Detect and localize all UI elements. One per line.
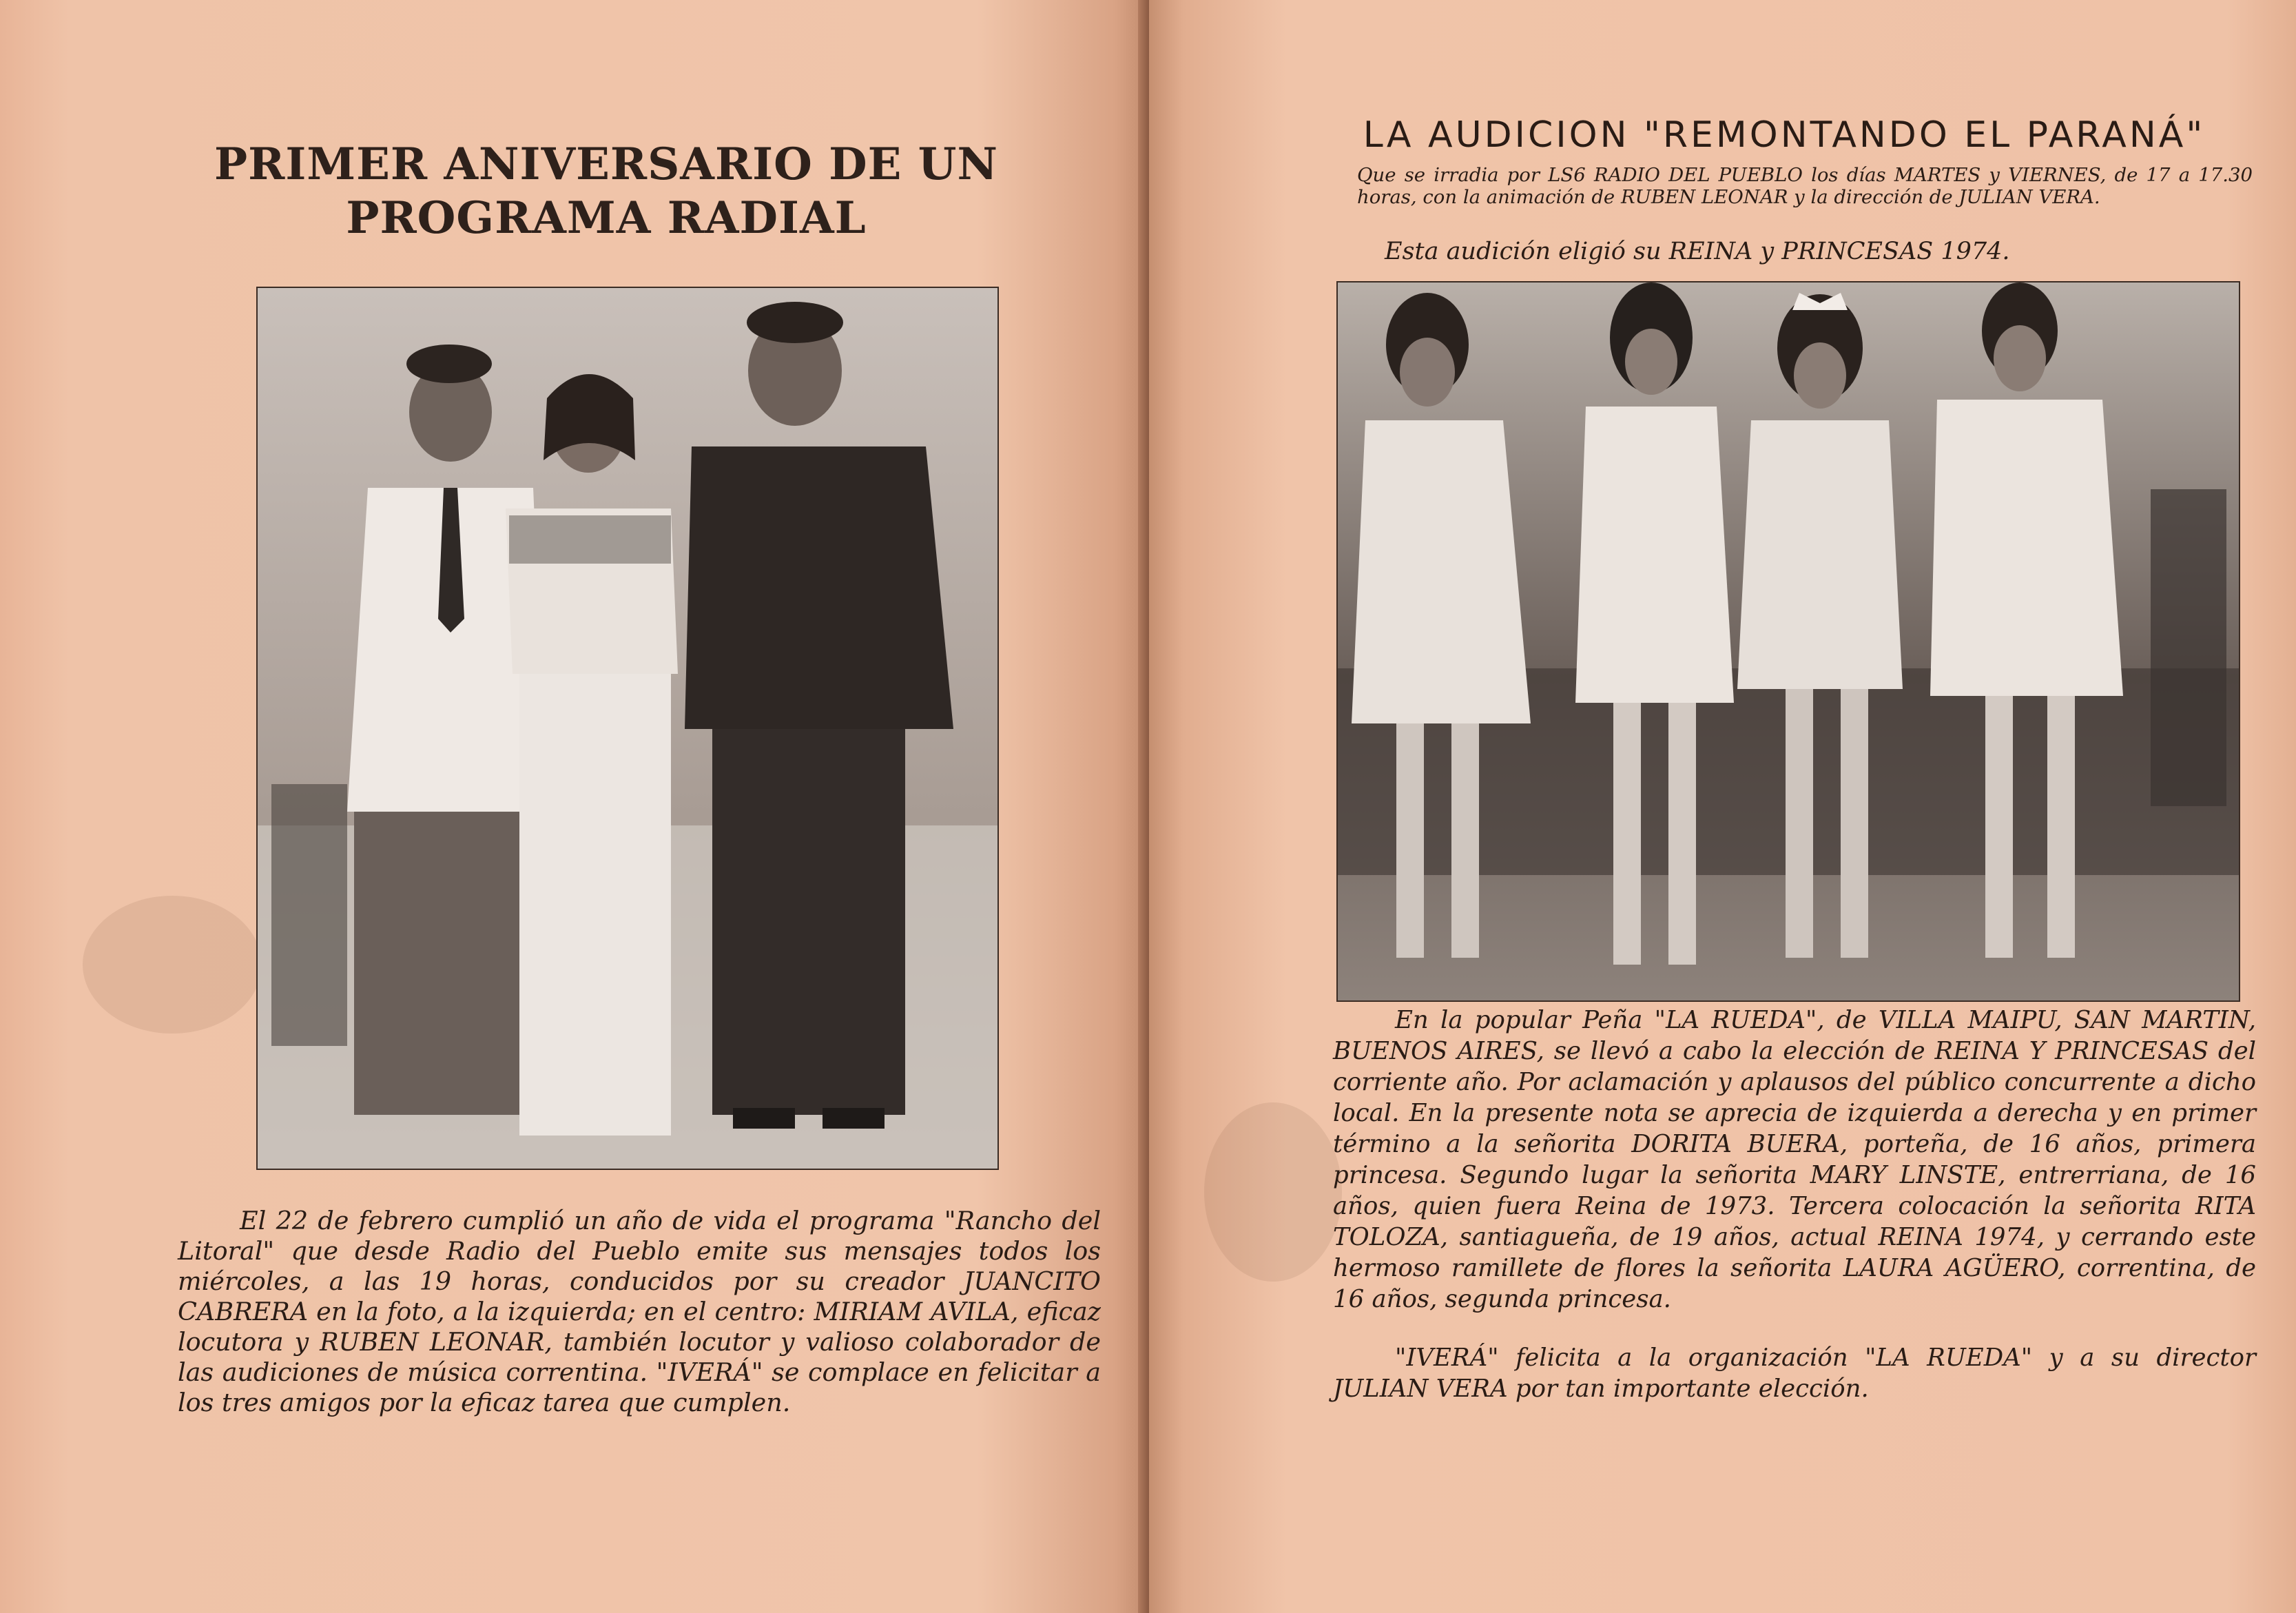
queen-and-princesses-photo-illustration bbox=[1338, 282, 2239, 1000]
left-page-caption: El 22 de febrero cumplió un año de vida el programa "Rancho del Litoral" que desde Radio del Pueblo emite sus mensajes todos los miércoles, a las 19 horas, conducidos por su creador JUANCITO CABRERA en la foto, a la izquierda; en el centro: MIRIAM AVILA, eficaz locutora y RUBEN LEONAR, también locutor y valioso colaborador de las audiciones de música correntina. "IVERÁ" se complace en felicitar a los tres amigos por la eficaz tarea que cumplen. bbox=[178, 1206, 1101, 1417]
right-page-closing: "IVERÁ" felicita a la organización "LA RUEDA" y a su director JULIAN VERA por tan importante elección. bbox=[1333, 1344, 2256, 1403]
right-page-title: LA AUDICION "REMONTANDO EL PARANÁ" bbox=[1363, 114, 2206, 156]
paper-stain bbox=[1204, 1102, 1342, 1282]
right-page-subtitle-queen: Esta audición eligió su REINA y PRINCESAS 1974. bbox=[1385, 238, 2010, 265]
right-page-subtitle: Que se irradia por LS6 RADIO DEL PUEBLO los días MARTES y VIERNES, de 17 a 17.30 horas, con la animación de RUBEN LEONAR y la dirección de JULIAN VERA. bbox=[1357, 164, 2253, 208]
left-page-title: PRIMER ANIVERSARIO DE UN PROGRAMA RADIAL bbox=[214, 138, 998, 244]
radio-hosts-photo-illustration bbox=[258, 288, 997, 1169]
right-page-body: En la popular Peña "LA RUEDA", de VILLA MAIPU, SAN MARTIN, BUENOS AIRES, se llevó a cabo la elección de REINA Y PRINCESAS del corriente año. Por aclamación y aplausos del público concurrente a dicho local. En la presente nota se aprecia de izquierda a derecha y en primer término a la señorita DORITA BUERA, porteña, de 16 años, primera princesa. Segundo lugar la señorita MARY LINSTE, entrerriana, de 16 años, quien fuera Reina de 1973. Tercera colocación la señorita RITA TOLOZA, santiagueña, de 19 años, actual REINA 1974, y cerrando este hermoso ramillete de flores la señorita LAURA AGÜERO, correntina, de 16 años, segunda princesa. bbox=[1333, 1006, 2256, 1313]
paper-stain bbox=[83, 896, 262, 1034]
radio-hosts-photo bbox=[256, 287, 999, 1170]
queen-and-princesses-photo bbox=[1336, 281, 2240, 1002]
